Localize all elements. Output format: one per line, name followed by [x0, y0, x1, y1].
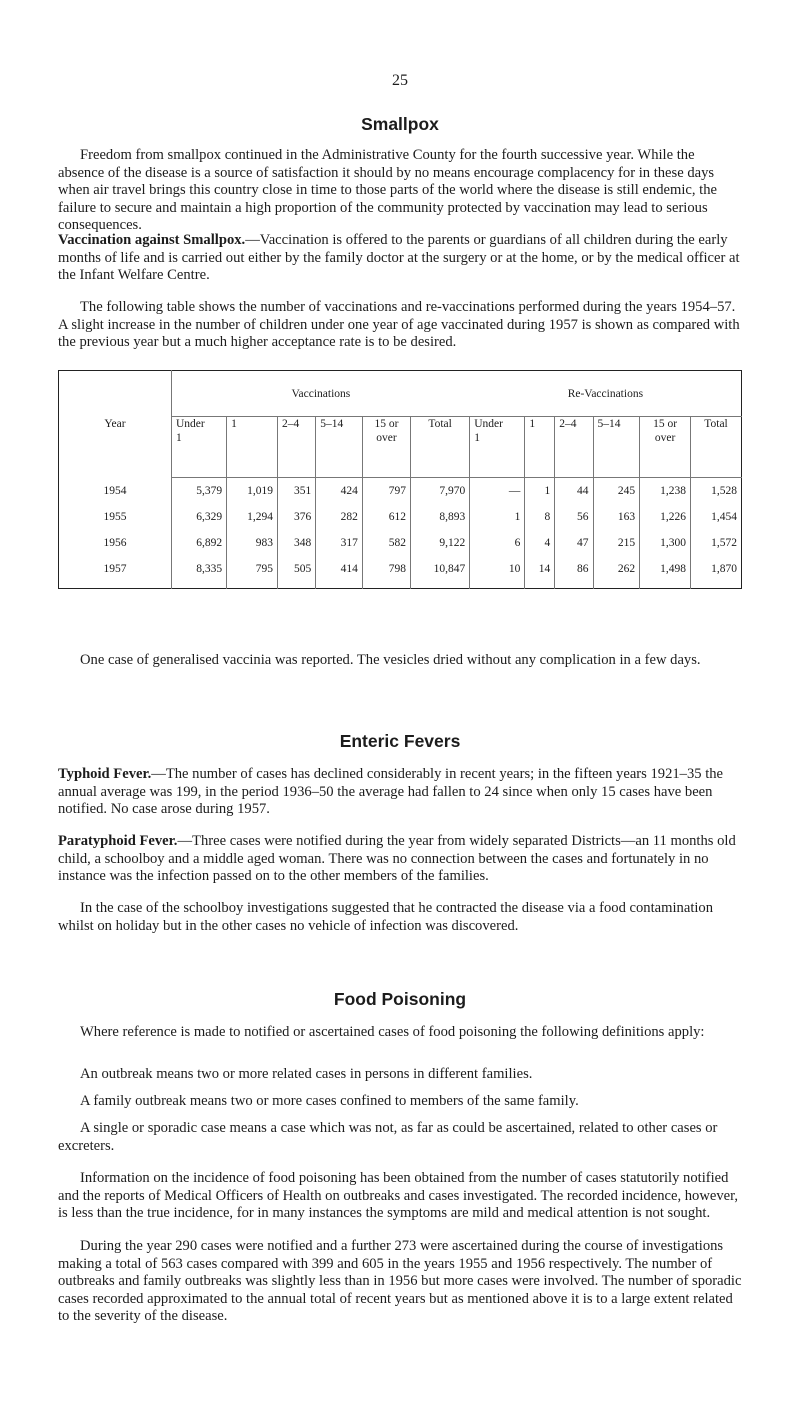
- col-re-age-5-14: 5–14: [593, 417, 640, 478]
- typhoid-paragraph: [58, 766, 742, 819]
- table-cell: —: [470, 478, 525, 505]
- table-row: [59, 530, 742, 556]
- revaccinations-group-header: Re-Vaccinations: [470, 371, 742, 417]
- table-intro: The following table shows the number of vaccinations and re-vaccinations performed during the years 1954–57. A slight increase in the number of children under one year of age vaccinated during 1957 is shown as compared with the previous year but a much higher acceptance rate is to be desired.: [58, 299, 740, 350]
- table-cell: 14: [525, 556, 555, 589]
- header-text: Under: [176, 418, 205, 430]
- table-cell: 245: [593, 478, 640, 505]
- col-age-5-14: 5–14: [316, 417, 363, 478]
- table-row: [59, 556, 742, 589]
- table-cell: 8,893: [410, 504, 469, 530]
- table-cell: 376: [277, 504, 315, 530]
- table-row: [59, 504, 742, 530]
- definition-outbreak: An outbreak means two or more related cases in persons in different families.: [80, 1066, 533, 1082]
- definition-sporadic: A single or sporadic case means a case which was not, as far as could be ascertained, related to other cases or excreters.: [58, 1120, 718, 1154]
- table-cell: 5,379: [172, 478, 227, 505]
- table-cell: 6,329: [172, 504, 227, 530]
- food-poisoning-heading: Food Poisoning: [333, 989, 467, 1009]
- table-cell: 4: [525, 530, 555, 556]
- col-re-total: Total: [691, 417, 742, 478]
- vaccinia-note: One case of generalised vaccinia was reported. The vesicles dried without any complication in a few days.: [80, 652, 701, 668]
- schoolboy-paragraph: In the case of the schoolboy investigations suggested that he contracted the disease via a food contamination whilst on holiday but in the other cases no vehicle of infection was discovered.: [58, 900, 714, 934]
- paratyphoid-paragraph: [58, 833, 742, 886]
- table-cell: 6: [470, 530, 525, 556]
- table-cell: 7,970: [410, 478, 469, 505]
- smallpox-heading: Smallpox: [361, 114, 439, 134]
- table-cell: 8,335: [172, 556, 227, 589]
- header-text: over: [376, 432, 397, 444]
- year-header: Year: [104, 418, 126, 431]
- table-cell: 215: [593, 530, 640, 556]
- table-cell: 797: [362, 478, 410, 505]
- definition-family-outbreak: A family outbreak means two or more cases confined to members of the same family.: [80, 1093, 579, 1109]
- table-cell: 163: [593, 504, 640, 530]
- table-cell: 317: [316, 530, 363, 556]
- col-re-15-over: [640, 417, 691, 478]
- table-cell: 56: [555, 504, 593, 530]
- table-cell: 1,498: [640, 556, 691, 589]
- paratyphoid-lead: Paratyphoid Fever.: [58, 833, 178, 849]
- table-cell: 6,892: [172, 530, 227, 556]
- row-year: 1957: [103, 563, 127, 575]
- table-cell: 1,300: [640, 530, 691, 556]
- food-intro: Where reference is made to notified or ascertained cases of food poisoning the following definitions apply:: [80, 1024, 705, 1040]
- table-cell: 1,019: [227, 478, 278, 505]
- table-row: [59, 478, 742, 505]
- table-cell: 1,294: [227, 504, 278, 530]
- table-cell: 1,238: [640, 478, 691, 505]
- table-cell: 8: [525, 504, 555, 530]
- enteric-heading: Enteric Fevers: [339, 731, 461, 751]
- col-total: Total: [410, 417, 469, 478]
- header-text: over: [654, 432, 676, 444]
- typhoid-text: —The number of cases has declined considerably in recent years; in the fifteen years 1921–35 the annual average was 199, in the period 1936–50 the average had fallen to 24 since when only 15 cases have been notified. No case arose during 1957.: [58, 766, 724, 817]
- table-cell: 10: [470, 556, 525, 589]
- row-year: 1954: [103, 484, 127, 497]
- table-cell: 1: [470, 504, 525, 530]
- header-text: 15 or: [374, 418, 399, 430]
- during-year-paragraph: During the year 290 cases were notified and a further 273 were ascertained during the course of investigations making a total of 563 cases compared with 399 and 605 in the years 1955 and 1956 respectively. The number of outbreaks and family outbreaks was slightly less than in 1956 but more cases were involved. The number of sporadic cases recorded approximated to the annual total of recent years but as mentioned above it is to a large extent related to the severity of the disease.: [58, 1238, 742, 1324]
- table-cell: 1,226: [640, 504, 691, 530]
- table-cell: 1,528: [691, 478, 742, 505]
- table-cell: 282: [316, 504, 363, 530]
- col-re-age-2-4: 2–4: [555, 417, 593, 478]
- col-re-age-1: 1: [525, 417, 555, 478]
- header-text: 15 or: [653, 418, 678, 430]
- col-15-over: [362, 417, 410, 478]
- table-cell: 10,847: [410, 556, 469, 589]
- table-cell: 348: [277, 530, 315, 556]
- col-age-2-4: 2–4: [277, 417, 315, 478]
- page-number: 25: [392, 72, 408, 89]
- header-text: Under: [474, 418, 503, 430]
- typhoid-lead: Typhoid Fever.: [58, 766, 152, 782]
- paratyphoid-text: —Three cases were notified during the year from widely separated Districts—an 11 months old child, a schoolboy and a middle aged woman. There was no connection between the cases and fortunately in no instance was the infection passed on to the other members of the families.: [58, 833, 736, 884]
- vaccination-lead: Vaccination against Smallpox.: [58, 232, 246, 248]
- row-year: 1955: [103, 511, 127, 523]
- header-text: 1: [474, 432, 480, 444]
- vaccination-table: [58, 370, 742, 589]
- col-under-1: [172, 417, 227, 478]
- table-cell: 44: [555, 478, 593, 505]
- row-year: 1956: [103, 537, 127, 549]
- table-cell: 612: [362, 504, 410, 530]
- table-cell: 262: [593, 556, 640, 589]
- information-paragraph: Information on the incidence of food poisoning has been obtained from the number of cases statutorily notified and the reports of Medical Officers of Health on outbreaks and cases investigated. The recorded incidence, however, is less than the true incidence, for in many instances the symptoms are mild and medical attention is not sought.: [58, 1170, 739, 1221]
- col-age-1: 1: [227, 417, 278, 478]
- table-cell: 983: [227, 530, 278, 556]
- table-cell: 351: [277, 478, 315, 505]
- table-cell: 86: [555, 556, 593, 589]
- table-cell: 414: [316, 556, 363, 589]
- table-cell: 1,572: [691, 530, 742, 556]
- table-cell: 424: [316, 478, 363, 505]
- table-cell: 47: [555, 530, 593, 556]
- col-re-under-1: [470, 417, 525, 478]
- table-cell: 1,454: [691, 504, 742, 530]
- table-cell: 9,122: [410, 530, 469, 556]
- vaccinations-group-header: Vaccinations: [172, 371, 470, 417]
- table-cell: 795: [227, 556, 278, 589]
- vaccination-text: —Vaccination is offered to the parents or guardians of all children during the early months of life and is carried out either by the family doctor at the surgery or at the home, or by the medical officer at the Infant Welfare Centre.: [58, 232, 740, 283]
- table-cell: 1,870: [691, 556, 742, 589]
- table-cell: 505: [277, 556, 315, 589]
- header-text: 1: [176, 432, 182, 444]
- smallpox-intro: Freedom from smallpox continued in the Administrative County for the fourth successive year. While the absence of the disease is a source of satisfaction it should by no means encourage complacency for in these days when air travel brings this country close in time to those parts of the world where the disease is still endemic, the failure to secure and maintain a high proportion of the community protected by vaccination may lead to serious consequences.: [58, 147, 717, 233]
- table-cell: 1: [525, 478, 555, 505]
- table-cell: 582: [362, 530, 410, 556]
- vaccination-paragraph: [58, 232, 742, 285]
- table-cell: 798: [362, 556, 410, 589]
